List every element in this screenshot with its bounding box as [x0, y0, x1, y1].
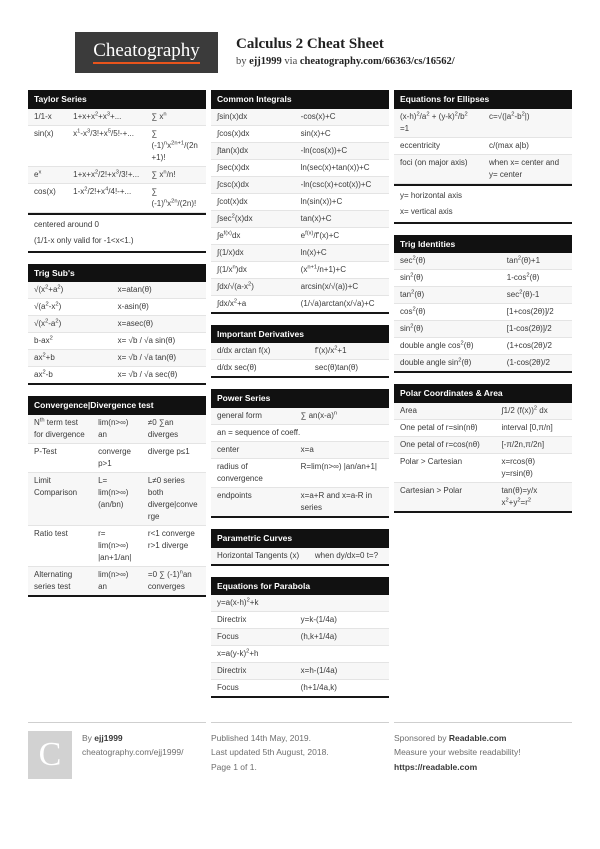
- title-block: [236, 32, 455, 67]
- section-body: [28, 282, 206, 383]
- table-row: [394, 437, 572, 454]
- table-row: [394, 355, 572, 371]
- section-body: [394, 253, 572, 371]
- row-value: ≠0 ∑an diverges: [147, 417, 179, 439]
- row-value: x=h-(1/4a): [300, 666, 338, 676]
- row-value: ∫1/2 $(f(x))^2$ dx: [501, 405, 548, 415]
- table-row: [211, 109, 389, 126]
- row-label: foci (on major axis): [400, 157, 468, 167]
- row-label: ∫cos(x)dx: [217, 128, 250, 138]
- row-value: (h+1/4a,k): [300, 683, 337, 693]
- section-title: Trig Sub's: [28, 264, 206, 283]
- row-value: when x= center and y= center: [489, 157, 560, 179]
- row-value: x=atan(θ): [117, 285, 152, 295]
- updated-date: Last updated 5th August, 2018.: [211, 747, 329, 758]
- section-body: [211, 548, 389, 564]
- row-value: ∑ $an(x-a)^n$: [300, 410, 338, 420]
- row-value: =0 ∑ $(-1)^nan$ converges: [147, 569, 192, 591]
- table-row: [28, 567, 206, 595]
- row-label: center: [217, 444, 240, 454]
- section-title: Trig Identities: [394, 235, 572, 254]
- row-label: $√(x^2-a^2)$: [34, 318, 62, 329]
- row-value: $f'(x)/x^2+1$: [314, 345, 347, 356]
- row-value: x=rcos(θ) y=rsin(θ): [501, 456, 536, 478]
- row-value: $c=√(|a^2-b^2|)$: [489, 110, 530, 121]
- row-value: ∑ $(-1)^nx^{2n}/(2n)$!: [151, 186, 197, 208]
- table-row: [28, 167, 206, 184]
- section-body: [211, 408, 389, 516]
- row-label: ∫csc(x)dx: [217, 179, 249, 189]
- table-row: [28, 282, 206, 299]
- row-value: sec(θ)tan(θ): [314, 363, 359, 373]
- row-label: $e^x$: [34, 168, 42, 179]
- footer: [28, 722, 572, 779]
- row-label: $\sin^2(\theta)$: [400, 323, 424, 334]
- section-title: Common Integrals: [211, 90, 389, 109]
- row-label: Polar > Cartesian: [400, 456, 463, 466]
- row-label: $\sin^2(\theta)$: [400, 272, 424, 283]
- note-line: (1/1-x only valid for -1<x<1.): [34, 235, 134, 245]
- row-label: $(x-h)^2/a^2 + (y-k)^2/b^2 =1$: [400, 110, 468, 133]
- table-row: $y=a(x-h)^2+k$: [211, 595, 389, 612]
- row-label: $ax^2+b$: [34, 352, 55, 363]
- row-value: x-asin(θ): [117, 302, 149, 312]
- byline: [236, 56, 455, 67]
- row-label: sin(x): [34, 128, 54, 138]
- row-value: $1-\cos^2(\theta)$: [506, 272, 540, 283]
- section-trig-identities: [394, 235, 572, 374]
- row-value: $1+x+x^2/2!+x^3/3!+$...: [73, 168, 140, 179]
- table-row: [394, 270, 572, 287]
- table-row: [211, 160, 389, 177]
- sheet-url-link[interactable]: cheatography.com/66363/cs/16562/: [299, 56, 455, 68]
- byline-by: by: [236, 56, 247, 68]
- table-row: [28, 415, 206, 444]
- row-value: c/(max a|b): [489, 140, 529, 150]
- page-number: Page 1 of 1.: [211, 761, 257, 772]
- section-title: Equations for Ellipses: [394, 90, 572, 109]
- row-value: r= lim(n>∞) |an+1/an|: [98, 528, 132, 562]
- table-row: [211, 442, 389, 459]
- row-value: [-π/2n,π/2n]: [501, 439, 545, 449]
- sponsor-url-link[interactable]: https://readable.com: [394, 761, 478, 772]
- row-value: x=a: [300, 444, 314, 454]
- header: [75, 32, 572, 73]
- cheatography-logo[interactable]: [75, 32, 218, 73]
- section-convergence-divergence-test: [28, 396, 206, 597]
- published-date: Published 14th May, 2019.: [211, 733, 312, 743]
- table-row: [28, 184, 206, 213]
- row-value: lim(n>∞) an: [98, 417, 129, 439]
- section-important-derivatives: [211, 325, 389, 379]
- footer-by-label: By: [82, 733, 92, 743]
- row-label: ∫sin(x)dx: [217, 111, 248, 121]
- table-row: [28, 109, 206, 126]
- row-label: $\int e^{f(x)}dx$: [217, 229, 241, 240]
- footer-author-link[interactable]: ejj1999: [94, 733, 123, 743]
- table-row: [394, 253, 572, 270]
- row-value: ln(sec(x)+tan(x))+C: [300, 162, 370, 172]
- table-row: [394, 321, 572, 338]
- row-label: 1/1-x: [34, 111, 52, 121]
- row-value: r<1 converge r>1 diverge: [147, 528, 195, 550]
- row-value: (h,k+1/4a): [300, 632, 337, 642]
- row-value: tan(x)+C: [300, 213, 332, 223]
- column-1: [28, 90, 206, 705]
- row-value: y=k-(1/4a): [300, 615, 337, 625]
- table-row: [394, 454, 572, 483]
- table-row: [394, 483, 572, 511]
- row-label: $\sec^2(\theta)$: [400, 255, 426, 266]
- section-body: [394, 109, 572, 222]
- row-label: Horizontal Tangents (x): [217, 550, 300, 560]
- row-value: lim(n>∞) an: [98, 569, 129, 591]
- section-title: Taylor Series: [28, 90, 206, 109]
- row-value: $x^1-x^3/3!+x^5/5!-+$...: [73, 127, 134, 138]
- table-row: [211, 143, 389, 160]
- row-value: x= √b / √a sin(θ): [117, 336, 176, 346]
- section-title: Convergence|Divergence test: [28, 396, 206, 415]
- row-value: ln(sin(x))+C: [300, 196, 343, 206]
- row-value: ln(x)+C: [300, 247, 327, 257]
- table-row: [211, 177, 389, 194]
- section-title: Power Series: [211, 389, 389, 408]
- row-label: $√(a^2-x^2)$: [34, 301, 62, 312]
- row-label: $N^{th}$ term test for divergence: [34, 417, 85, 439]
- row-value: -cos(x)+C: [300, 111, 336, 121]
- row-label: Focus: [217, 632, 239, 642]
- table-row: [211, 459, 389, 488]
- table-row: [211, 408, 389, 425]
- row-label: endpoints: [217, 490, 252, 500]
- avatar-letter: C: [38, 736, 62, 773]
- section-title: Parametric Curves: [211, 529, 389, 548]
- table-row: [394, 420, 572, 437]
- table-row: [211, 488, 389, 516]
- section-equations-for-parabola: [211, 577, 389, 699]
- table-row: [28, 126, 206, 167]
- table-row: [28, 473, 206, 526]
- row-value: (1-cos(2θ)/2: [506, 358, 550, 368]
- row-value: x=a+R and x=a-R in series: [300, 490, 373, 512]
- author-avatar[interactable]: [28, 731, 72, 779]
- section-title: Polar Coordinates & Area: [394, 384, 572, 403]
- row-label: Limit Comparison: [34, 475, 78, 497]
- row-value: $e^{f(x)}/f'(x)+C$: [300, 229, 340, 240]
- table-row: [28, 526, 206, 567]
- row-value: diverge p≤1: [147, 446, 190, 456]
- row-value: x= √b / √a sec(θ): [117, 370, 178, 380]
- row-value: $(x^{n+1}/n+1)+C$: [300, 263, 346, 274]
- section-body: [394, 403, 572, 511]
- row-label: cos(x): [34, 186, 56, 196]
- sponsor-tagline: Measure your website readability!: [394, 747, 521, 758]
- row-value: ∑ $x^n$: [151, 110, 167, 121]
- row-value: $1+x+x^2+x^3+$...: [73, 110, 122, 121]
- note-line: x= vertical axis: [400, 206, 453, 216]
- cheatography-logo-text: Cheatography: [93, 41, 200, 64]
- row-label: ∫(1/x)dx: [217, 247, 244, 257]
- row-label: double angle $\sin^2(\theta)$: [400, 357, 472, 368]
- table-row: [211, 680, 389, 696]
- row-value: -ln(csc(x)+cot(x))+C: [300, 179, 372, 189]
- table-row: an = sequence of coeff.: [211, 425, 389, 442]
- row-value: x=asec(θ): [117, 319, 154, 329]
- sponsor-name-link[interactable]: Readable.com: [448, 733, 507, 743]
- section-power-series: [211, 389, 389, 518]
- table-row: [211, 612, 389, 629]
- table-row: [211, 245, 389, 262]
- section-notes: [28, 213, 206, 251]
- row-label: double angle $\cos^2(\theta)$: [400, 340, 474, 351]
- column-2: [211, 90, 389, 705]
- row-label: $\int dx/√(a-x^2)$: [217, 280, 254, 291]
- table-row: [28, 444, 206, 473]
- section-polar-coordinates-area: [394, 384, 572, 513]
- table-row: [28, 299, 206, 316]
- row-value: $1-x^2/2!+x^4/4!-+$...: [73, 185, 132, 196]
- row-label: general form: [217, 410, 262, 420]
- footer-author-block: [28, 722, 206, 779]
- row-label: d/dx sec(θ): [217, 363, 257, 373]
- section-body: [211, 109, 389, 312]
- table-row: $x=a(y-k)^2+h$: [211, 646, 389, 663]
- footer-profile-link[interactable]: cheatography.com/ejj1999/: [82, 747, 184, 758]
- row-label: $\int dx/x^2+a$: [217, 297, 247, 308]
- row-value: converge p>1: [98, 446, 131, 468]
- table-row: [211, 228, 389, 245]
- row-value: arcsin(x/√(a))+C: [300, 281, 359, 291]
- row-value: L≠0 series both diverge|converge: [147, 475, 198, 521]
- row-value: tan(θ)=y/x $x^2+y^2=r^2$: [501, 485, 538, 507]
- table-row: [211, 663, 389, 680]
- table-row: [211, 343, 389, 360]
- row-label: ∫cot(x)dx: [217, 196, 248, 206]
- table-row: [211, 360, 389, 376]
- row-label: $\cos^2(\theta)$: [400, 306, 426, 317]
- row-label: ∫sec(x)dx: [217, 162, 250, 172]
- row-label: Directrix: [217, 666, 247, 676]
- row-value: x= √b / √a tan(θ): [117, 353, 177, 363]
- table-row: [394, 287, 572, 304]
- row-label: $\int(1/x^n)dx$: [217, 263, 247, 274]
- table-row: [394, 338, 572, 355]
- table-row: [211, 194, 389, 211]
- row-value: [1-cos(2θ)]/2: [506, 324, 552, 334]
- row-label: $ax^2-b$: [34, 369, 53, 380]
- row-value: sin(x)+C: [300, 128, 331, 138]
- section-parametric-curves: [211, 529, 389, 566]
- table-row: [28, 333, 206, 350]
- row-label: ∫tan(x)dx: [217, 145, 249, 155]
- row-value: -ln(cos(x))+C: [300, 145, 348, 155]
- row-label: $b-ax^2$: [34, 335, 53, 346]
- footer-meta-block: [211, 722, 389, 779]
- row-value: when dy/dx=0 t=?: [314, 550, 379, 560]
- column-3: [394, 90, 572, 705]
- table-row: [394, 109, 572, 138]
- section-trig-subs: [28, 264, 206, 386]
- table-row: [211, 548, 389, 564]
- row-label: $√(x^2+a^2)$: [34, 284, 64, 295]
- row-label: One petal of r=sin(nθ): [400, 422, 478, 432]
- row-value: L= lim(n>∞) (an/bn): [98, 475, 129, 509]
- note-line: centered around 0: [34, 219, 99, 229]
- section-body: [28, 415, 206, 595]
- section-body: [28, 109, 206, 251]
- row-value: $\sec^2(\theta)-1$: [506, 289, 540, 300]
- row-label: radius of convergence: [217, 461, 263, 483]
- table-row: [211, 296, 389, 312]
- table-row: [394, 138, 572, 155]
- section-body: [211, 343, 389, 376]
- sheet-columns: [28, 90, 572, 705]
- table-row: [394, 403, 572, 420]
- row-value: [1+cos(2θ)]/2: [506, 307, 554, 317]
- table-row: [211, 262, 389, 279]
- section-taylor-series: [28, 90, 206, 253]
- row-label: eccentricity: [400, 140, 441, 150]
- table-row: [28, 316, 206, 333]
- row-label: Focus: [217, 683, 239, 693]
- table-row: [211, 211, 389, 228]
- row-value: ∑ $(-1)^nx^{2n+1}/(2n+1)$!: [151, 128, 198, 162]
- sponsor-prefix: Sponsored by: [394, 733, 447, 743]
- row-label: $\tan^2(\theta)$: [400, 289, 425, 300]
- note-line: y= horizontal axis: [400, 190, 463, 200]
- section-title: Important Derivatives: [211, 325, 389, 344]
- row-value: R=lim(n>∞) |an/an+1|: [300, 461, 377, 471]
- section-notes: [394, 184, 572, 222]
- table-row: [211, 629, 389, 646]
- table-row: [394, 155, 572, 184]
- row-label: Directrix: [217, 615, 247, 625]
- row-label: Ratio test: [34, 528, 68, 538]
- byline-via: via: [284, 56, 298, 68]
- table-row: [211, 126, 389, 143]
- row-value: interval [0,π/n]: [501, 422, 553, 432]
- row-label: P-Test: [34, 446, 57, 456]
- footer-sponsor-block: [394, 722, 572, 779]
- page-title: Calculus 2 Cheat Sheet: [236, 36, 384, 52]
- section-title: Equations for Parabola: [211, 577, 389, 596]
- row-value: (1/√a)arctan(x/√a)+C: [300, 298, 375, 308]
- table-row: [28, 367, 206, 383]
- section-body: [211, 595, 389, 696]
- row-value: $\tan^2(\theta)+1$: [506, 255, 541, 266]
- row-value: (1+cos(2θ)/2: [506, 341, 552, 351]
- author-link[interactable]: ejj1999: [249, 56, 282, 68]
- table-row: [28, 350, 206, 367]
- row-label: Cartesian > Polar: [400, 485, 463, 495]
- row-label: $\int\sec^2(x)dx$: [217, 212, 253, 223]
- section-common-integrals: [211, 90, 389, 314]
- section-equations-for-ellipses: [394, 90, 572, 224]
- row-label: Area: [400, 405, 417, 415]
- row-value: ∑ $x^n/n$!: [151, 168, 176, 179]
- row-label: d/dx arctan f(x): [217, 346, 271, 356]
- footer-author-text: [82, 731, 183, 779]
- table-row: [211, 279, 389, 296]
- table-row: [394, 304, 572, 321]
- row-label: Alternating series test: [34, 569, 73, 591]
- row-label: One petal of r=cos(nθ): [400, 439, 480, 449]
